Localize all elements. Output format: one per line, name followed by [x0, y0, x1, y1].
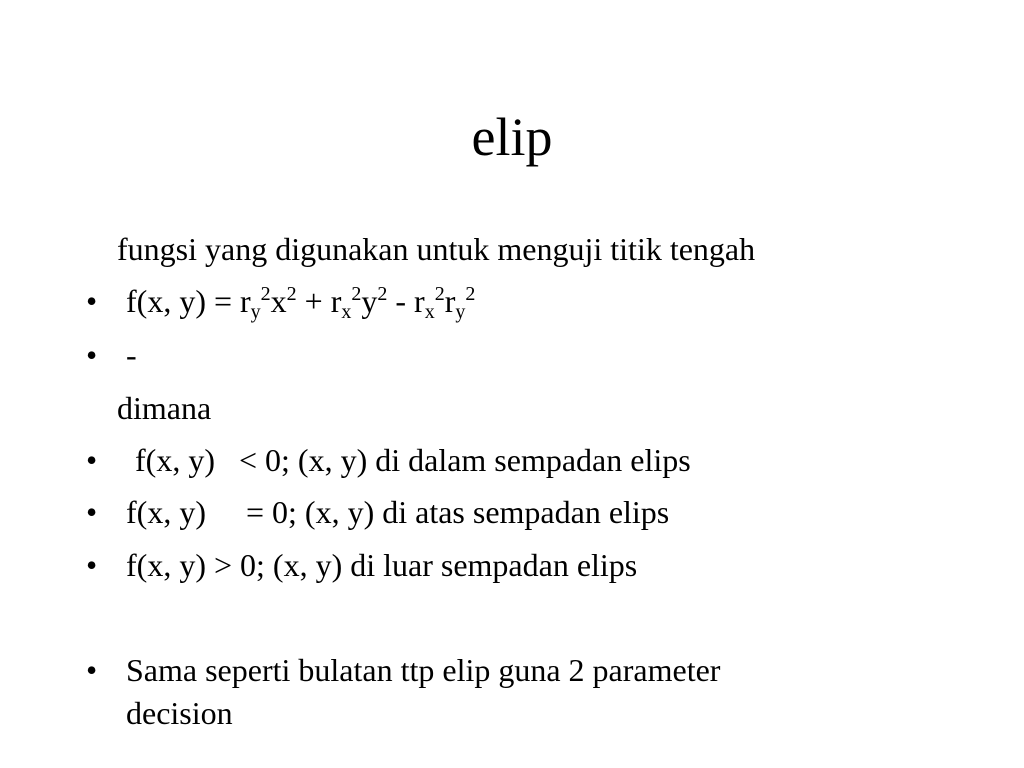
formula-y: y — [361, 283, 378, 319]
bullet-outside: • — [86, 547, 98, 583]
formula-x: x — [270, 283, 287, 319]
dash-text: - — [126, 337, 137, 373]
formula-r3-sup: 2 — [434, 283, 445, 305]
formula-r4-sup: 2 — [465, 283, 476, 305]
formula-r3: r — [414, 283, 425, 319]
condition-on: f(x, y) = 0; (x, y) di atas sempadan elips — [126, 494, 670, 530]
formula-r1: r — [240, 283, 251, 319]
formula-x-sup: 2 — [286, 283, 297, 305]
bullet-dash: • — [86, 337, 98, 373]
bullet-on: • — [86, 494, 98, 530]
slide-title: elip — [471, 107, 553, 167]
condition-inside: f(x, y) < 0; (x, y) di dalam sempadan elips — [135, 442, 691, 478]
formula-r2: r — [330, 283, 342, 319]
formula-r3-sub: x — [424, 301, 435, 323]
intro-text: fungsi yang digunakan untuk menguji titik tengah — [117, 231, 756, 267]
bullet-formula: • — [86, 283, 98, 319]
formula-r2-sub: x — [341, 301, 352, 323]
formula-r2-sup: 2 — [351, 283, 362, 305]
formula-r1-sup: 2 — [260, 283, 271, 305]
formula-r1-sub: y — [250, 301, 261, 323]
formula-minus: - — [387, 283, 415, 319]
note-line-2: decision — [126, 695, 233, 731]
dimana-text: dimana — [117, 390, 212, 426]
formula-r4: r — [444, 283, 456, 319]
condition-outside: f(x, y) > 0; (x, y) di luar sempadan elips — [126, 547, 638, 583]
bullet-note: • — [86, 652, 98, 688]
formula-text — [126, 281, 475, 321]
bullet-inside: • — [86, 442, 98, 478]
formula-lhs: f(x, y) = — [126, 283, 241, 319]
formula-plus: + — [296, 283, 331, 319]
formula-r4-sub: y — [455, 301, 466, 323]
formula-y-sup: 2 — [377, 283, 388, 305]
note-line-1: Sama seperti bulatan ttp elip guna 2 parameter — [126, 652, 721, 688]
